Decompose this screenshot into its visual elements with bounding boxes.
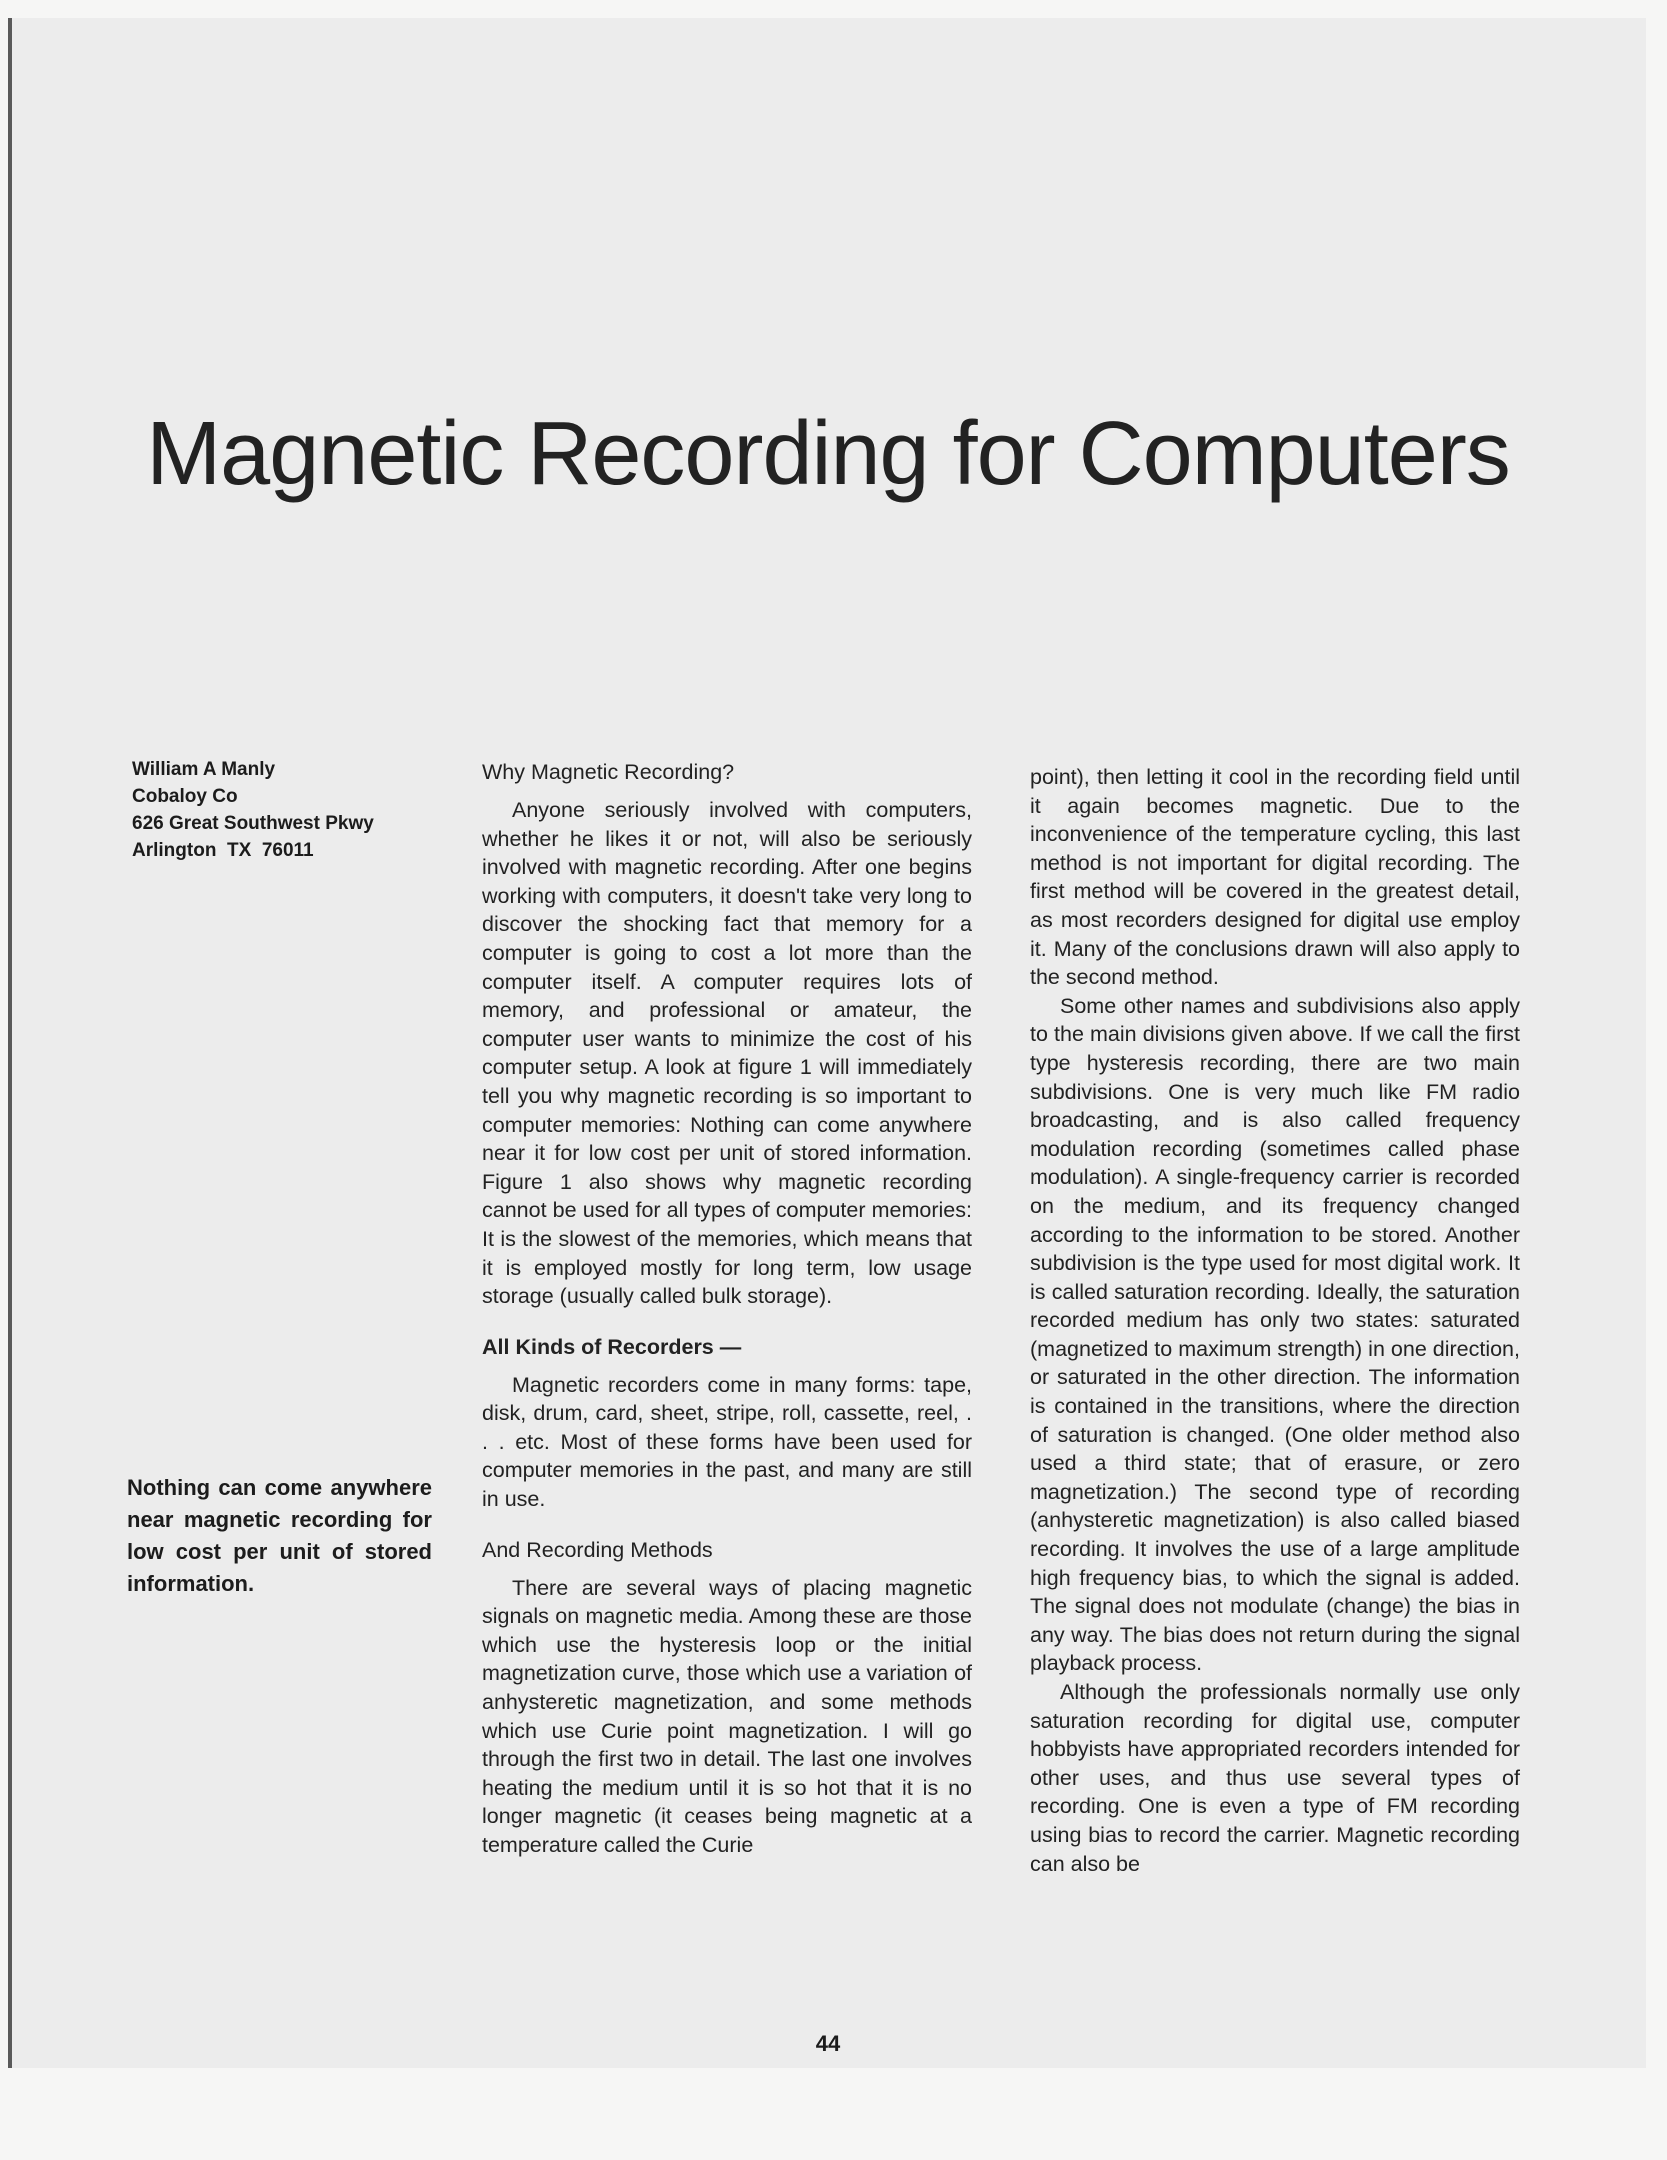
author-city: Arlington TX 76011 — [132, 840, 314, 861]
paragraph: point), then letting it cool in the recording field until it again becomes magnetic. Due to the inconvenience of the temperature cycling, this last method is not important for digital recording. The first method will be covered in the greatest detail, as most recorders designed for digital use employ it. Many of the conclusions drawn will also apply to the second method. — [1030, 765, 1520, 990]
author-company: Cobaloy Co — [132, 786, 238, 807]
paragraph: Magnetic recorders come in many forms: tape, disk, drum, card, sheet, stripe, roll, cassette, reel, . . . etc. Most of these forms have been used for computer memories in the past, and many are still in use. — [482, 1372, 972, 1512]
column-1 — [482, 758, 972, 1860]
author-block — [132, 756, 374, 864]
column-2 — [1030, 763, 1520, 1878]
paragraph: Anyone seriously involved with computers, whether he likes it or not, will also be seriously involved with magnetic recording. After one begins working with computers, it doesn't take very long to discover the shocking fact that memory for a computer is going to cost a lot more than the computer itself. A computer requires lots of memory, and professional or amateur, the computer user wants to minimize the cost of his computer setup. A look at figure 1 will immediately tell you why magnetic recording is so important to computer memories: Nothing can come anywhere near it for low cost per unit of stored information. Figure 1 also shows why magnetic recording cannot be used for all types of computer memories: It is the slowest of the memories, which means that it is employed mostly for long term, low usage storage (usually called bulk storage). — [482, 798, 972, 1309]
paragraph: Although the professionals normally use only saturation recording for digital use, computer hobbyists have appropriated recorders intended for other uses, and thus use several types of recording. One is even a type of FM recording using bias to record the carrier. Magnetic recording can also be — [1030, 1680, 1520, 1876]
page-number: 44 — [815, 2031, 841, 2056]
pull-quote: Nothing can come anywhere near magnetic recording for low cost per unit of stored information. — [127, 1475, 432, 1596]
article-title: Magnetic Recording for Computers — [146, 404, 1510, 504]
section-heading-kinds: All Kinds of Recorders — — [482, 1334, 742, 1359]
magazine-page — [10, 18, 1646, 2068]
author-name: William A Manly — [132, 759, 276, 780]
paragraph: There are several ways of placing magnetic signals on magnetic media. Among these are those which use the hysteresis loop or the initial magnetization curve, those which use a variation of anhysteretic magnetization, and some methods which use Curie point magnetization. I will go through the first two in detail. The last one involves heating the medium until it is so hot that it is no longer magnetic (it ceases being magnetic at a temperature called the Curie — [482, 1575, 972, 1857]
author-street: 626 Great Southwest Pkwy — [132, 813, 374, 834]
page-edge — [8, 18, 12, 2068]
paragraph: Some other names and subdivisions also apply to the main divisions given above. If we call the first type hysteresis recording, there are two main subdivisions. One is very much like FM radio broadcasting, and is also called frequency modulation recording (sometimes called phase modulation). A single-frequency carrier is recorded on the medium, and its frequency changed according to the information to be stored. Another subdivision is the type used for most digital work. It is called saturation recording. Ideally, the saturation recorded medium has only two states: saturated (magnetized to maximum strength) in one direction, or saturated in the other direction. The information is contained in the transitions, where the direction of saturation is changed. (One older method also used a third state; that of erasure, or zero magnetization.) The second type of recording (anhysteretic magnetization) is also called biased recording. It involves the use of a large amplitude high frequency bias, to which the signal is added. The signal does not modulate (change) the bias in any way. The bias does not return during the signal playback process. — [1030, 993, 1520, 1676]
section-heading-why: Why Magnetic Recording? — [482, 760, 735, 784]
section-heading-methods: And Recording Methods — [482, 1537, 713, 1562]
